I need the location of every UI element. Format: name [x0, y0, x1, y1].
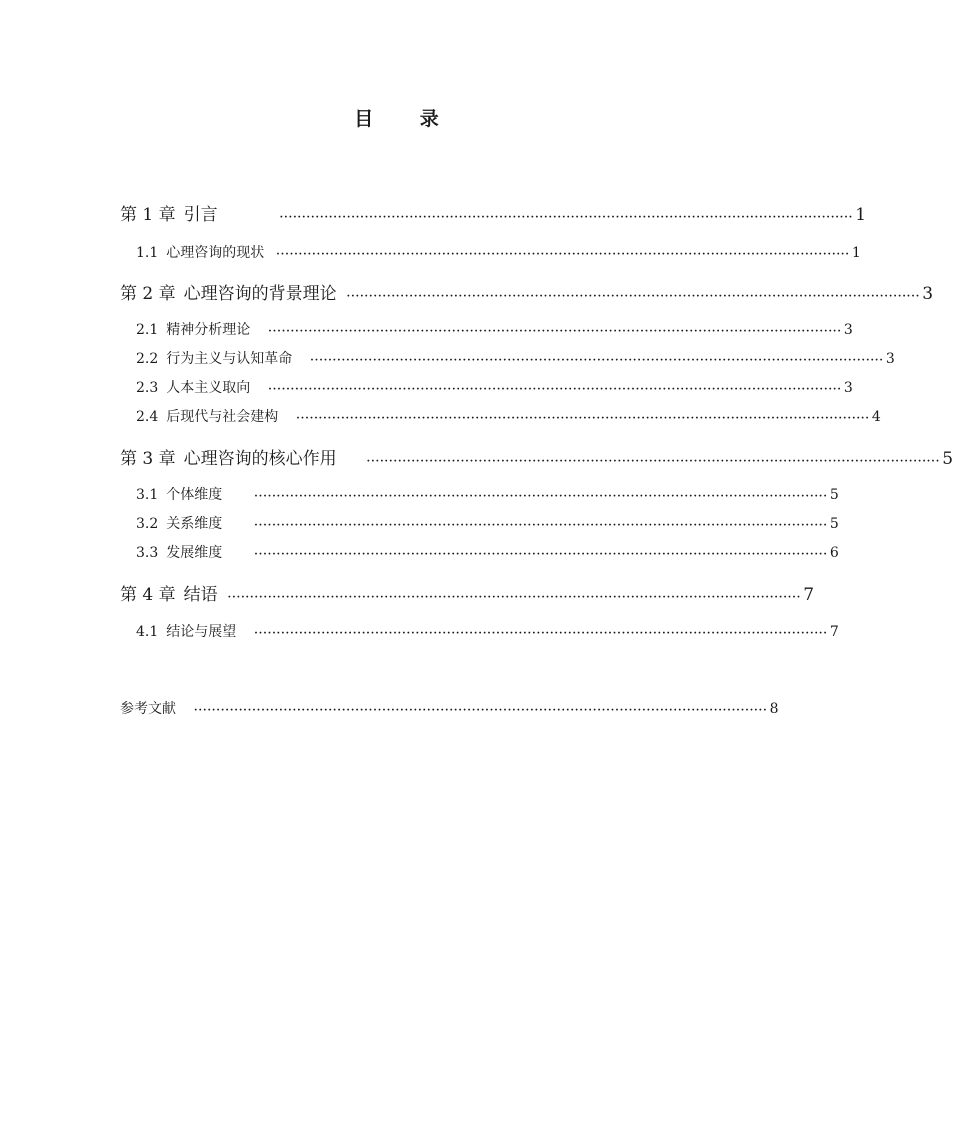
- toc-entry-section-2-1[interactable]: [136, 319, 853, 339]
- toc-entry-number: 2.2: [136, 351, 159, 367]
- toc-entry-page: 1: [855, 205, 867, 225]
- toc-entry-section-3-1[interactable]: [136, 484, 839, 504]
- toc-leader-dots: ································································································································: [254, 628, 828, 639]
- toc-leader-dots: ································································································································: [194, 705, 768, 716]
- toc-entry-number: 3.1: [136, 487, 159, 503]
- toc-entry-number: 第 2 章: [120, 284, 176, 304]
- toc-leader-dots: ································································································································: [346, 291, 921, 302]
- toc-entry-section-1-1[interactable]: [136, 242, 861, 262]
- toc-entry-references[interactable]: [120, 698, 779, 718]
- toc-entry-text: 人本主义取向: [166, 380, 251, 396]
- toc-entry-text: 个体维度: [166, 487, 223, 503]
- toc-entry-text: 关系维度: [166, 516, 223, 532]
- toc-entry-text: 结论与展望: [166, 624, 237, 640]
- toc-entry-page: 3: [922, 284, 934, 304]
- toc-entry-text: 心理咨询的核心作用: [183, 449, 337, 469]
- toc-entry-chapter-3[interactable]: [120, 444, 953, 469]
- toc-entry-page: 4: [871, 409, 881, 425]
- toc-entry-number: 第 1 章: [120, 205, 176, 225]
- toc-title: 目 录: [354, 108, 459, 130]
- toc-entry-text: 行为主义与认知革命: [166, 351, 293, 367]
- toc-entry-page: 7: [803, 585, 815, 605]
- toc-entry-number: 1.1: [136, 245, 159, 261]
- toc-entry-number: 3.2: [136, 516, 159, 532]
- toc-entry-section-2-4[interactable]: [136, 406, 881, 426]
- toc-entry-section-3-2[interactable]: [136, 513, 839, 533]
- toc-entry-text: 心理咨询的背景理论: [183, 284, 337, 304]
- toc-leader-dots: ································································································································: [268, 326, 842, 337]
- toc-leader-dots: ································································································································: [268, 384, 842, 395]
- toc-leader-dots: ································································································································: [227, 592, 802, 603]
- toc-entry-chapter-4[interactable]: [120, 580, 815, 605]
- toc-leader-dots: ································································································································: [279, 212, 854, 223]
- toc-entry-section-2-2[interactable]: [136, 348, 895, 368]
- toc-entry-text: 后现代与社会建构: [166, 409, 279, 425]
- toc-entry-number: 第 4 章: [120, 585, 176, 605]
- toc-entry-number: 第 3 章: [120, 449, 176, 469]
- toc-entry-text: 结语: [183, 585, 218, 605]
- toc-entry-chapter-2[interactable]: [120, 279, 934, 304]
- toc-leader-dots: ································································································································: [254, 520, 828, 531]
- toc-entry-page: 3: [885, 351, 895, 367]
- toc-leader-dots: ································································································································: [254, 491, 828, 502]
- toc-entry-text: 精神分析理论: [166, 322, 251, 338]
- toc-entry-number: 2.3: [136, 380, 159, 396]
- toc-entry-page: 7: [829, 624, 839, 640]
- toc-entry-page: 5: [942, 449, 953, 469]
- toc-entry-number: 2.4: [136, 409, 159, 425]
- toc-leader-dots: ································································································································: [296, 413, 870, 424]
- toc-entry-text: 参考文献: [120, 701, 176, 717]
- toc-leader-dots: ································································································································: [366, 456, 941, 467]
- toc-entry-number: 2.1: [136, 322, 159, 338]
- toc-entry-chapter-1[interactable]: [120, 200, 867, 225]
- toc-entry-text: 发展维度: [166, 545, 223, 561]
- toc-entry-number: 3.3: [136, 545, 159, 561]
- toc-entry-page: 6: [829, 545, 839, 561]
- toc-entry-text: 引言: [183, 205, 218, 225]
- toc-entry-page: 1: [851, 245, 861, 261]
- toc-entry-number: 4.1: [136, 624, 159, 640]
- toc-leader-dots: ································································································································: [276, 249, 850, 260]
- toc-entry-section-3-3[interactable]: [136, 542, 839, 562]
- toc-entry-page: 5: [829, 516, 839, 532]
- toc-entry-text: 心理咨询的现状: [166, 245, 265, 261]
- toc-entry-page: 3: [843, 322, 853, 338]
- toc-entry-page: 5: [829, 487, 839, 503]
- toc-entry-section-4-1[interactable]: [136, 621, 839, 641]
- toc-entry-page: 3: [843, 380, 853, 396]
- toc-leader-dots: ································································································································: [254, 549, 828, 560]
- toc-leader-dots: ································································································································: [310, 355, 884, 366]
- toc-entry-page: 8: [769, 701, 779, 717]
- toc-entry-section-2-3[interactable]: [136, 377, 853, 397]
